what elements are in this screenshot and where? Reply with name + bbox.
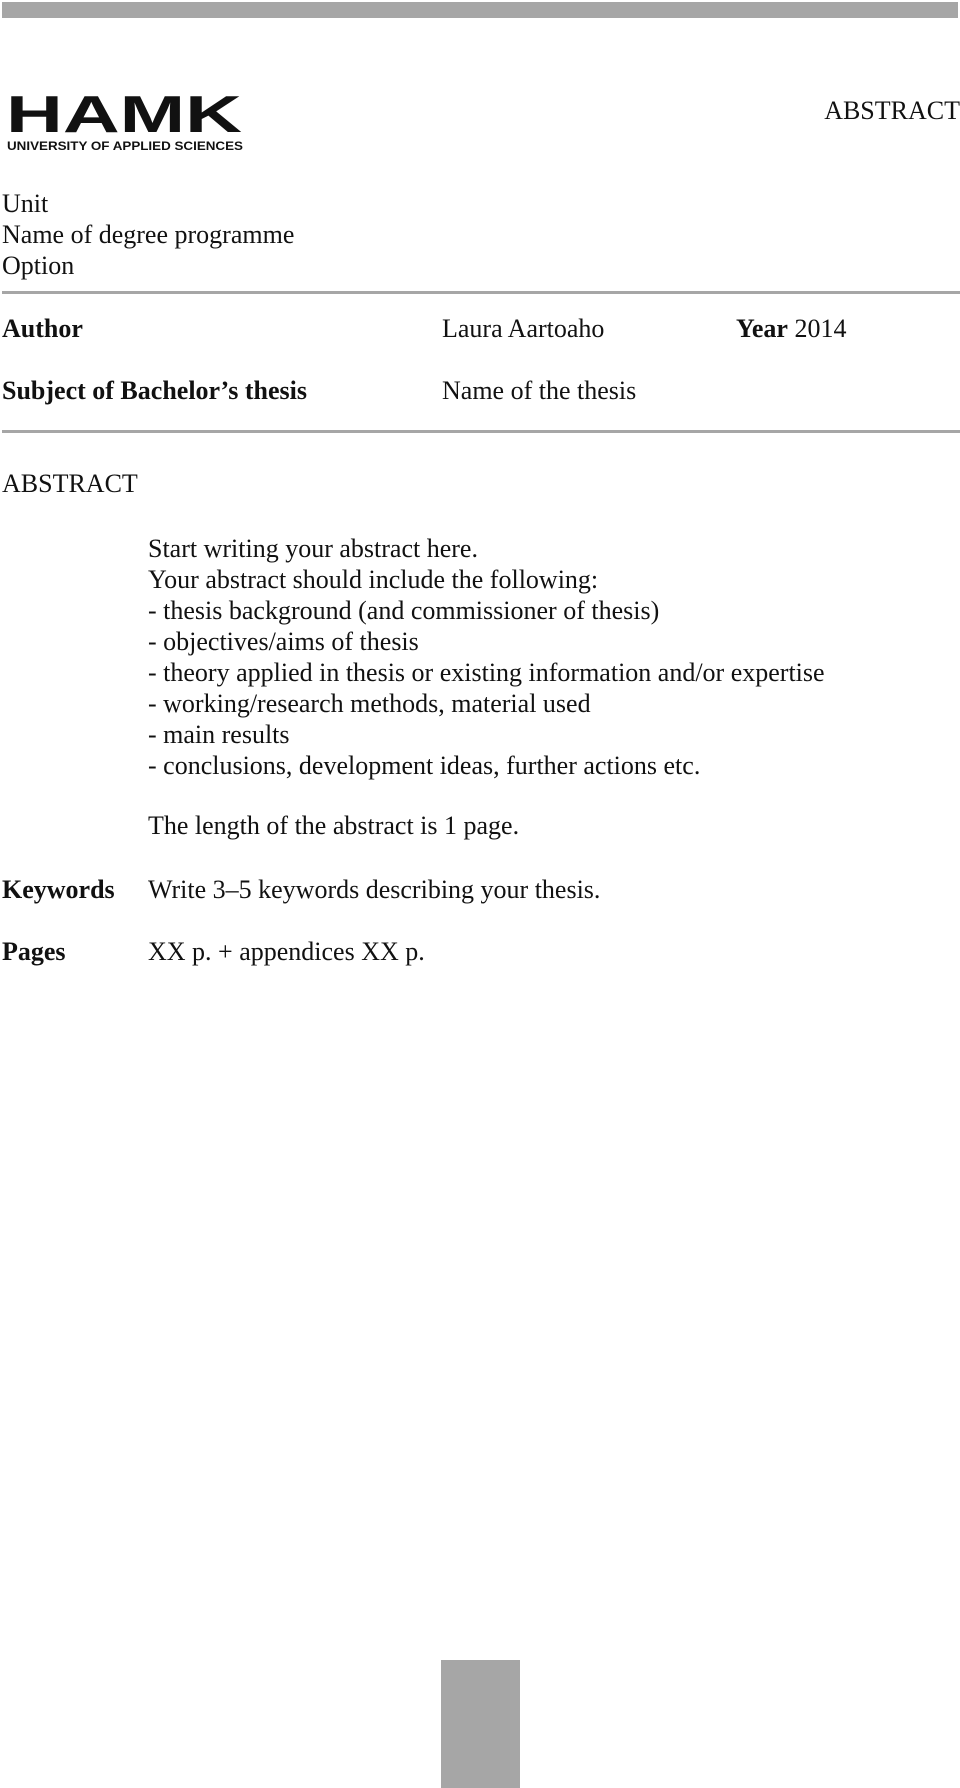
abstract-line: Start writing your abstract here. (148, 534, 478, 563)
pages-label: Pages (2, 937, 66, 966)
subject-value: Name of the thesis (442, 376, 637, 405)
keywords-value: Write 3–5 keywords describing your thesis. (148, 875, 601, 904)
year-value: 2014 (794, 314, 847, 343)
abstract-line: - objectives/aims of thesis (148, 627, 419, 656)
bottom-decorative-block (441, 1660, 520, 1788)
option-line: Option (2, 251, 75, 280)
degree-programme-line: Name of degree programme (2, 220, 295, 249)
header-doc-type: ABSTRACT (824, 96, 960, 125)
divider-rule (2, 291, 960, 294)
unit-info-block (2, 188, 294, 281)
year-field (736, 314, 846, 344)
abstract-line: - working/research methods, material used (148, 689, 591, 718)
author-label: Author (2, 314, 83, 343)
abstract-heading: ABSTRACT (2, 469, 138, 498)
divider-rule (2, 430, 960, 433)
abstract-length-note: The length of the abstract is 1 page. (148, 811, 520, 840)
year-label: Year (736, 314, 788, 343)
logo-tagline: UNIVERSITY OF APPLIED SCIENCES (7, 141, 244, 152)
abstract-body (148, 533, 825, 781)
abstract-line: - thesis background (and commissioner of thesis) (148, 596, 660, 625)
pages-value: XX p. + appendices XX p. (148, 937, 425, 966)
abstract-line: - main results (148, 720, 290, 749)
author-value: Laura Aartoaho (442, 314, 605, 343)
logo-wordmark: HAMK (6, 92, 243, 144)
unit-line: Unit (2, 189, 49, 218)
keywords-label: Keywords (2, 875, 115, 904)
top-decorative-bar (2, 2, 958, 18)
hamk-logo (6, 92, 246, 152)
subject-label: Subject of Bachelor’s thesis (2, 376, 307, 405)
abstract-line: - theory applied in thesis or existing information and/or expertise (148, 658, 825, 687)
abstract-line: Your abstract should include the following: (148, 565, 599, 594)
abstract-line: - conclusions, development ideas, further actions etc. (148, 751, 701, 780)
